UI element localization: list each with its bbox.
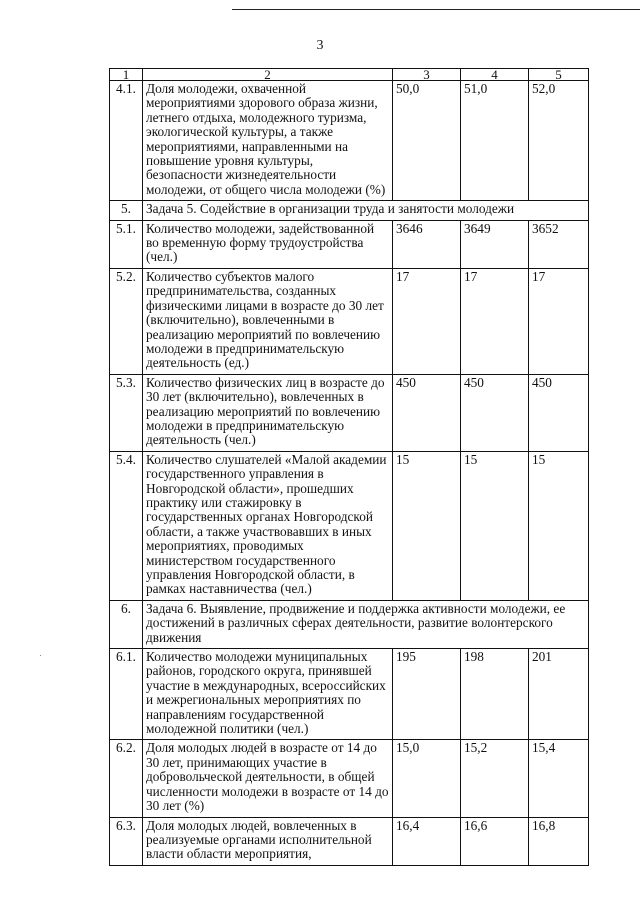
indicator-name: Количество молодежи, задействованной во временную форму трудоустройства (чел.) [143,220,393,268]
row-number: 5.2. [110,268,143,374]
task-row [110,600,589,648]
row-number: 4.1. [110,81,143,201]
value-col-4: 15 [461,451,529,600]
task-title: Задача 6. Выявление, продвижение и поддержка активности молодежи, ее достижений в различных сферах деятельности, развитие волонтерского движения [143,600,589,648]
header-col-3: 3 [393,69,461,81]
table-row [110,451,589,600]
indicator-name: Доля молодежи, охваченной мероприятиями здорового образа жизни, летнего отдыха, молодежного туризма, экологической культуры, а также мероприятиями, направленными на повышение уровня культуры, безопасности жизнедеятельности молодежи, от общего числа молодежи (%) [143,81,393,201]
scan-edge-line [232,9,640,10]
indicators-table-container [109,68,588,866]
value-col-5: 3652 [529,220,589,268]
header-row [110,69,589,81]
table-row [110,817,589,865]
value-col-4: 16,6 [461,817,529,865]
value-col-5: 52,0 [529,81,589,201]
value-col-5: 450 [529,374,589,451]
value-col-4: 3649 [461,220,529,268]
table-row [110,220,589,268]
scan-speck [40,655,41,656]
row-number: 6.2. [110,740,143,817]
value-col-5: 15,4 [529,740,589,817]
header-col-5: 5 [529,69,589,81]
row-number: 5.4. [110,451,143,600]
value-col-3: 15,0 [393,740,461,817]
value-col-4: 15,2 [461,740,529,817]
value-col-3: 15 [393,451,461,600]
header-col-1: 1 [110,69,143,81]
value-col-3: 16,4 [393,817,461,865]
value-col-3: 195 [393,649,461,740]
row-number: 6.3. [110,817,143,865]
task-title: Задача 5. Содействие в организации труда и занятости молодежи [143,201,589,220]
value-col-5: 15 [529,451,589,600]
value-col-3: 17 [393,268,461,374]
indicator-name: Количество молодежи муниципальных районов, городского округа, принявшей участие в международных, всероссийских и межрегиональных мероприятиях по направлениям государственной молодежной политики (чел.) [143,649,393,740]
indicator-name: Количество субъектов малого предпринимательства, созданных физическими лицами в возрасте до 30 лет (включительно), вовлеченными в реализацию мероприятий по вовлечению молодежи в предпринимательскую деятельность (ед.) [143,268,393,374]
table-row [110,268,589,374]
value-col-5: 201 [529,649,589,740]
indicator-name: Доля молодых людей в возрасте от 14 до 30 лет, принимающих участие в добровольческой деятельности, в общей численности молодежи в возрасте от 14 до 30 лет (%) [143,740,393,817]
indicator-name: Количество физических лиц в возрасте до 30 лет (включительно), вовлеченных в реализацию мероприятий по вовлечению молодежи в предпринимательскую деятельность (чел.) [143,374,393,451]
row-number: 5.1. [110,220,143,268]
row-number: 6.1. [110,649,143,740]
value-col-4: 198 [461,649,529,740]
value-col-5: 17 [529,268,589,374]
value-col-4: 17 [461,268,529,374]
table-row [110,374,589,451]
value-col-3: 3646 [393,220,461,268]
task-row [110,201,589,220]
value-col-4: 450 [461,374,529,451]
header-col-2: 2 [143,69,393,81]
header-col-4: 4 [461,69,529,81]
value-col-3: 50,0 [393,81,461,201]
indicator-name: Количество слушателей «Малой академии государственного управления в Новгородской области», прошедших практику или стажировку в государственных органах Новгородской области, а также участвовавших в иных мероприятиях, проводимых министерством государственного управления Новгородской области, в рамках наставничества (чел.) [143,451,393,600]
indicators-table [109,68,589,866]
value-col-5: 16,8 [529,817,589,865]
indicator-name: Доля молодых людей, вовлеченных в реализуемые органами исполнительной власти области мероприятия, [143,817,393,865]
page-number: 3 [316,38,324,53]
row-number: 5.3. [110,374,143,451]
table-row [110,740,589,817]
task-number: 6. [110,600,143,648]
table-row [110,81,589,201]
value-col-4: 51,0 [461,81,529,201]
value-col-3: 450 [393,374,461,451]
table-row [110,649,589,740]
task-number: 5. [110,201,143,220]
